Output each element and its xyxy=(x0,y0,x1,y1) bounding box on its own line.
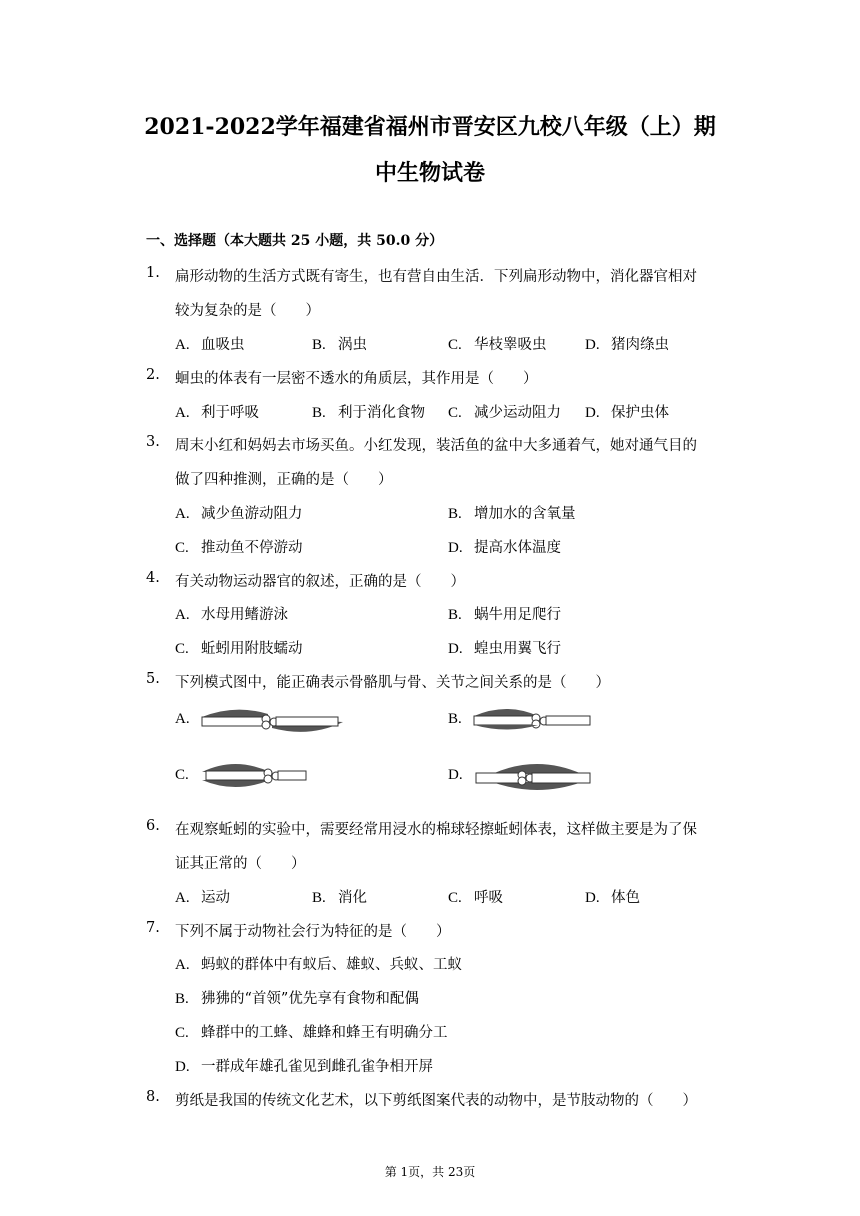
option-text: 水母用鳍游泳 xyxy=(201,607,288,623)
option-a[interactable] xyxy=(175,333,245,354)
option-a[interactable] xyxy=(175,953,462,974)
option-b[interactable] xyxy=(312,333,367,354)
option-c[interactable] xyxy=(448,333,547,354)
option-c[interactable] xyxy=(448,886,503,907)
option-d[interactable] xyxy=(448,637,561,658)
option-text: 猪肉绦虫 xyxy=(611,337,669,353)
option-text: 利于呼吸 xyxy=(201,405,259,421)
option-c[interactable] xyxy=(448,401,561,422)
option-a[interactable] xyxy=(175,502,303,523)
option-letter: D. xyxy=(448,767,463,783)
option-text: 减少运动阻力 xyxy=(474,405,561,421)
page-footer: 第 1页，共 23页 xyxy=(384,1165,476,1179)
option-text: 蚂蚁的群体中有蚁后、雄蚁、兵蚁、工蚁 xyxy=(201,957,462,973)
option-letter: D. xyxy=(175,1059,190,1075)
option-letter: A. xyxy=(175,607,190,623)
question-text: 下列模式图中，能正确表示骨骼肌与骨、关节之间关系的是（ ） xyxy=(175,675,610,691)
option-text: 狒狒的“首领”优先享有食物和配偶 xyxy=(201,991,419,1007)
page-title-line2: 中生物试卷 xyxy=(374,160,485,186)
question-text: 在观察蚯蚓的实验中，需要经常用浸水的棉球轻擦蚯蚓体表，这样做主要是为了保 xyxy=(175,822,697,838)
option-letter: B. xyxy=(448,607,462,623)
option-text: 华枝睾吸虫 xyxy=(474,337,547,353)
option-letter: C. xyxy=(175,641,189,657)
option-text: 利于消化食物 xyxy=(338,405,425,421)
option-letter: D. xyxy=(585,405,600,421)
option-c[interactable] xyxy=(175,536,303,557)
question-text: 做了四种推测，正确的是（ ） xyxy=(175,472,393,488)
option-letter: B. xyxy=(312,890,326,906)
option-text: 蝗虫用翼飞行 xyxy=(474,641,561,657)
option-letter: C. xyxy=(175,767,189,783)
option-letter: B. xyxy=(448,711,462,727)
question-number: 1. xyxy=(146,265,160,281)
option-d[interactable] xyxy=(585,333,669,354)
option-letter: A. xyxy=(175,506,190,522)
question-text: 较为复杂的是（ ） xyxy=(175,303,320,319)
option-letter: D. xyxy=(585,890,600,906)
option-c[interactable] xyxy=(175,637,303,658)
option-text: 血吸虫 xyxy=(201,337,245,353)
question-number: 7. xyxy=(146,920,160,936)
option-letter: B. xyxy=(312,405,326,421)
question-text: 蛔虫的体表有一层密不透水的角质层，其作用是（ ） xyxy=(175,371,538,387)
option-text: 蜗牛用足爬行 xyxy=(474,607,561,623)
option-letter: C. xyxy=(175,1025,189,1041)
option-b[interactable] xyxy=(312,886,367,907)
muscle-bone-diagram-c xyxy=(200,756,310,794)
question-text: 扁形动物的生活方式既有寄生，也有营自由生活．下列扁形动物中，消化器官相对 xyxy=(175,269,697,285)
option-c[interactable] xyxy=(175,1021,448,1042)
option-a[interactable] xyxy=(175,886,230,907)
option-letter: A. xyxy=(175,957,190,973)
option-letter: A. xyxy=(175,337,190,353)
question-text: 有关动物运动器官的叙述，正确的是（ ） xyxy=(175,574,465,590)
option-text: 增加水的含氧量 xyxy=(474,506,576,522)
question-text: 证其正常的（ ） xyxy=(175,856,306,872)
question-number: 5. xyxy=(146,671,160,687)
option-letter: C. xyxy=(175,540,189,556)
question-text: 下列不属于动物社会行为特征的是（ ） xyxy=(175,924,451,940)
option-letter: D. xyxy=(585,337,600,353)
option-text: 减少鱼游动阻力 xyxy=(201,506,303,522)
option-a[interactable] xyxy=(175,711,201,728)
option-text: 呼吸 xyxy=(474,890,503,906)
question-number: 2. xyxy=(146,367,160,383)
option-b[interactable] xyxy=(448,603,561,624)
option-text: 蚯蚓用附肢蠕动 xyxy=(201,641,303,657)
option-letter: B. xyxy=(175,991,189,1007)
option-text: 消化 xyxy=(338,890,367,906)
option-a[interactable] xyxy=(175,401,259,422)
option-text: 蜂群中的工蜂、雄蜂和蜂王有明确分工 xyxy=(201,1025,448,1041)
option-b[interactable] xyxy=(448,711,474,728)
muscle-bone-diagram-b xyxy=(472,702,592,738)
option-text: 提高水体温度 xyxy=(474,540,561,556)
option-letter: B. xyxy=(312,337,326,353)
question-number: 8. xyxy=(146,1089,160,1105)
question-number: 4. xyxy=(146,570,160,586)
option-d[interactable] xyxy=(448,536,561,557)
option-d[interactable] xyxy=(585,886,640,907)
option-letter: B. xyxy=(448,506,462,522)
question-text: 剪纸是我国的传统文化艺术，以下剪纸图案代表的动物中，是节肢动物的（ ） xyxy=(175,1093,697,1109)
muscle-bone-diagram-a xyxy=(200,702,345,738)
option-letter: A. xyxy=(175,890,190,906)
option-b[interactable] xyxy=(175,987,419,1008)
option-d[interactable] xyxy=(585,401,669,422)
muscle-bone-diagram-d xyxy=(472,756,594,796)
option-letter: C. xyxy=(448,337,462,353)
question-text: 周末小红和妈妈去市场买鱼。小红发现，装活鱼的盆中大多通着气，她对通气目的 xyxy=(175,438,697,454)
option-text: 体色 xyxy=(611,890,640,906)
option-text: 运动 xyxy=(201,890,230,906)
question-number: 3. xyxy=(146,434,160,450)
option-text: 一群成年雄孔雀见到雌孔雀争相开屏 xyxy=(201,1059,433,1075)
option-text: 保护虫体 xyxy=(611,405,669,421)
option-d[interactable] xyxy=(448,767,474,784)
option-text: 涡虫 xyxy=(338,337,367,353)
option-letter: C. xyxy=(448,890,462,906)
page-title-line1: 2021-2022学年福建省福州市晋安区九校八年级（上）期 xyxy=(144,114,716,140)
option-letter: D. xyxy=(448,540,463,556)
option-b[interactable] xyxy=(312,401,425,422)
option-letter: C. xyxy=(448,405,462,421)
option-text: 推动鱼不停游动 xyxy=(201,540,303,556)
option-letter: A. xyxy=(175,405,190,421)
option-c[interactable] xyxy=(175,767,201,784)
option-b[interactable] xyxy=(448,502,576,523)
option-a[interactable] xyxy=(175,603,288,624)
option-letter: A. xyxy=(175,711,190,727)
option-letter: D. xyxy=(448,641,463,657)
question-number: 6. xyxy=(146,818,160,834)
option-d[interactable] xyxy=(175,1055,433,1076)
section-heading: 一、选择题（本大题共 25 小题，共 50.0 分） xyxy=(146,233,444,249)
